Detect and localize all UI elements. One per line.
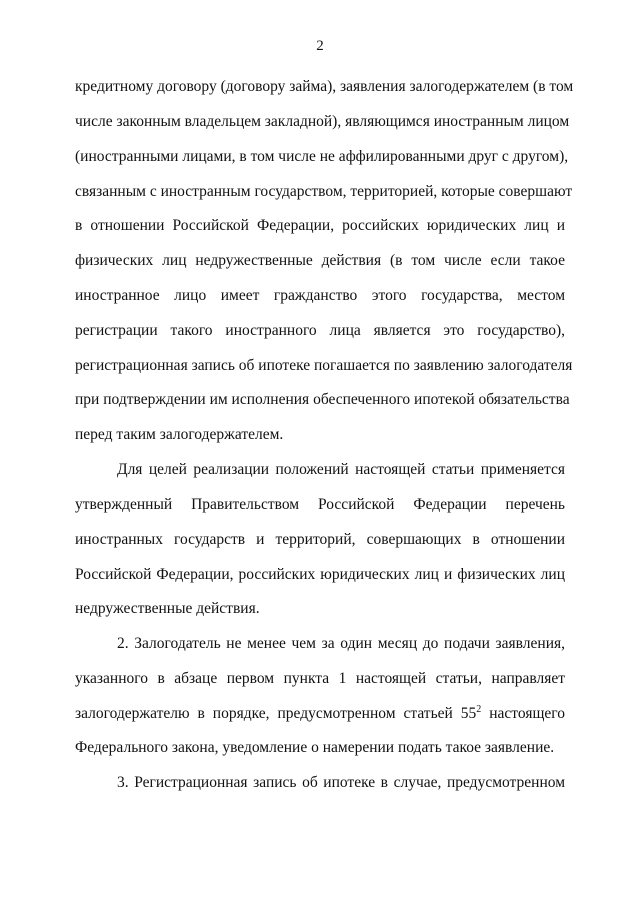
paragraph-3-line-3 xyxy=(75,704,565,724)
paragraph-1-line-10: при подтверждении им исполнения обеспеченного ипотекой обязательства xyxy=(75,391,570,408)
paragraph-2-line-4: Российской Федерации, российских юридических лиц и физических лиц xyxy=(75,566,565,583)
paragraph-2-line-1: Для целей реализации положений настоящей статьи применяется xyxy=(117,461,565,478)
paragraph-1-line-5: в отношении Российской Федерации, российских юридических лиц и xyxy=(75,217,565,234)
paragraph-1-line-8: регистрации такого иностранного лица является это государство), xyxy=(75,322,565,339)
paragraph-1-line-9: регистрационная запись об ипотеке погашается по заявлению залогодателя xyxy=(75,357,573,374)
paragraph-3-line-4: Федерального закона, уведомление о намерении подать такое заявление. xyxy=(75,739,555,756)
paragraph-1-line-4: связанным с иностранным государством, территорией, которые совершают xyxy=(75,183,573,200)
paragraph-1-line-7: иностранное лицо имеет гражданство этого государства, местом xyxy=(75,287,565,304)
paragraph-1-line-1: кредитному договору (договору займа), заявления залогодержателем (в том xyxy=(75,78,574,95)
paragraph-2-line-2: утвержденный Правительством Российской Федерации перечень xyxy=(75,496,565,513)
paragraph-3-line-3-tail: настоящего xyxy=(481,705,565,722)
paragraph-3-line-2: указанного в абзаце первом пункта 1 настоящей статьи, направляет xyxy=(75,670,565,687)
page-number: 2 xyxy=(316,38,324,54)
paragraph-1-line-2: числе законным владельцем закладной), являющимся иностранным лицом xyxy=(75,113,570,130)
paragraph-3-line-3-text: залогодержателю в порядке, предусмотренном статьей 55 xyxy=(75,705,477,722)
paragraph-1-line-3: (иностранными лицами, в том числе не аффилированными друг с другом), xyxy=(75,148,569,165)
paragraph-1-line-6: физических лиц недружественные действия (в том числе если такое xyxy=(75,252,565,269)
paragraph-4-line-1: 3. Регистрационная запись об ипотеке в случае, предусмотренном xyxy=(117,774,565,791)
paragraph-2-line-3: иностранных государств и территорий, совершающих в отношении xyxy=(75,531,565,548)
paragraph-1-line-11: перед таким залогодержателем. xyxy=(75,426,284,443)
paragraph-3-line-1: 2. Залогодатель не менее чем за один месяц до подачи заявления, xyxy=(117,635,565,652)
paragraph-2-line-5: недружественные действия. xyxy=(75,600,260,617)
article-number-superscript: 2 xyxy=(476,704,482,715)
